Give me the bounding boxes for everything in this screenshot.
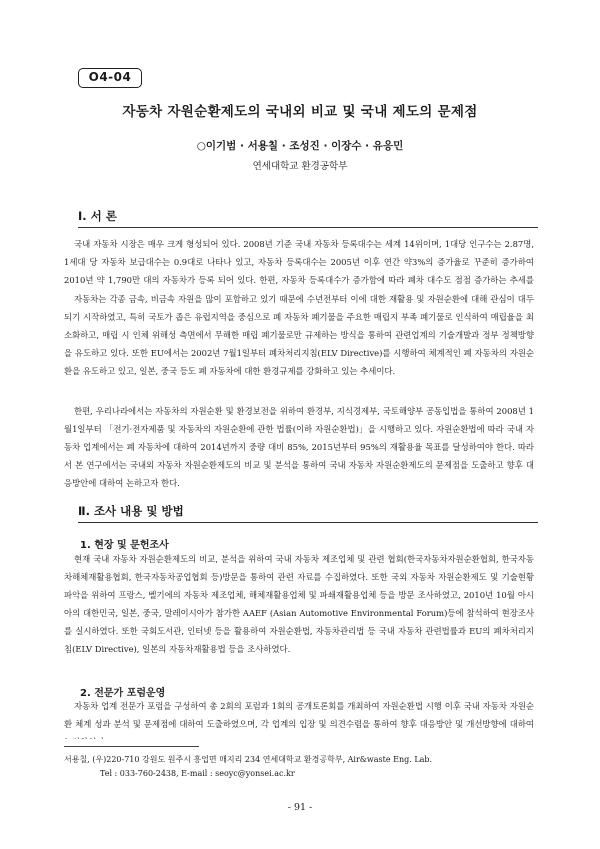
page-number: - 91 - xyxy=(287,802,313,813)
section-heading-methods: Ⅱ. 조사 내용 및 방법 xyxy=(78,503,538,523)
methods-paragraph-field-survey: 현재 국내 자동차 자원순환제도의 비교, 분석을 위하여 국내 자동차 제조업체 및 관련 협회(한국자동차자원순환협회, 한국자동차해체재활용협회, 한국자동차공업협회 등)방문을 통하여 관련 자료를 수집하였다. 또한 국외 자동차 자원순환제도 및 기술현황 파악을 위하여 프랑스, 벨기에의 자동차 제조업체, 해체재활용업체 및 파쇄재활용업체 등을 방문 조사하였고, 2010년 10월 아시아의 대한민국, 일본, 중국, 말레이시아가 참가한 AAEF (Asian Automotive Environmental Forum)등에 참석하여 현장조사를 실시하였다. 또한 국회도서관, 인터넷 등을 활용하여 자원순환법, 자동차관리법 등 국내 자동차 관련법률과 EU의 폐차처리지침(ELV Directive), 일본의 자동차재활용법 등을 조사하였다. xyxy=(64,554,534,655)
methods-paragraph-expert-forum: 자동차 업계 전문가 포럼을 구성하여 총 2회의 포럼과 1회의 공개토론회를 개최하여 자원순환법 시행 이후 국내 자동차 자원순환 체계 성과 분석 및 문제점에 대하여 도출하였으며, 각 업계의 입장 및 의견수렴을 통하여 향후 대응방안 및 개선방향에 대하여 xyxy=(64,701,534,730)
paper-title: 자동차 자원순환제도의 국내외 비교 및 국내 제도의 문제점 xyxy=(122,104,478,120)
paper-authors: ○이기범 · 서용칠 · 조성진 · 이장수 · 유응민 xyxy=(196,140,404,152)
paper-affiliation: 연세대학교 환경공학부 xyxy=(252,161,348,172)
footnote-contact: Tel : 033-760-2438, E-mail : seoyc@yonsei.ac.kr xyxy=(100,769,295,778)
paper-code-badge: O4-04 xyxy=(78,68,142,88)
subsection-heading-expert-forum: 2. 전문가 포럼운영 xyxy=(80,688,166,699)
intro-paragraph-1: 국내 자동차 시장은 매우 크게 형성되어 있다. 2008년 기준 국내 자동차 등록대수는 세계 14위이며, 1대당 인구수는 2.87명, 1세대 당 자동차 보급대수는 0.9대로 나타나 있고, 자동차 등록대수는 2005년 이후 연간 약3%의 증가율로 꾸준히 증가하여 2010년 약 1,790만 대의 자동차가 등록 되어 있다. 한편, 자동차 등록대수가 증가함에 따라 폐차 대수도 점점 증가하는 추세를 xyxy=(64,239,534,286)
footnote-address: 서용칠, (우)220-710 강원도 원주시 흥업면 매지리 234 연세대학교 환경공학부, Air&waste Eng. Lab. xyxy=(64,755,433,764)
section-heading-introduction: Ⅰ. 서 론 xyxy=(78,208,538,228)
intro-paragraph-3: 한편, 우리나라에서는 자동차의 자원순환 및 환경보전을 위하여 환경부, 지식경제부, 국토해양부 공동입법을 통하여 2008년 1월1일부터 「전기·전자제품 및 자동차의 자원순환에 관한 법률(이하 자원순환법)」을 시행하고 있다. 자원순환법에 따라 국내 자동차 업계에서는 폐 자동차에 대하여 2014년까지 중량 대비 85%, 2015년부터 95%의 재활용율 목표를 달성하여야 한다. 따라서 본 연구에서는 국내외 자동차 자원순환제도의 비교 및 분석을 통하여 국내 자동차 자원순환제도의 문제점을 도출하고 향후 대응방안에 대하여 논하고자 한다. xyxy=(64,406,534,489)
footnote xyxy=(64,753,534,781)
subsection-heading-field-survey: 1. 현장 및 문헌조사 xyxy=(80,540,169,551)
footnote-divider xyxy=(64,746,199,747)
intro-paragraph-2: 자동차는 각종 금속, 비금속 자원을 많이 포함하고 있기 때문에 수년전부터 이에 대한 재활용 및 자원순환에 대해 관심이 대두되기 시작하였고, 특히 국토가 좁은 유럽지역을 중심으로 폐 자동차 폐기물을 주요한 매립지 부족 폐기물로 인식하여 매립율을 최소화하고, 매립 시 인체 위해성 측면에서 무해한 매립 폐기물로만 규제하는 방식을 통하여 관련업계의 기술개발과 정부 정책방향을 유도하고 있다. 또한 EU에서는 2002년 7월1일부터 폐차처리지침(ELV Directive)를 시행하여 체계적인 폐 자동차의 자원순환을 유도하고 있고, 일본, 중국 등도 폐 자동차에 대한 환경규제를 강화하고 있는 추세이다. xyxy=(64,294,534,377)
